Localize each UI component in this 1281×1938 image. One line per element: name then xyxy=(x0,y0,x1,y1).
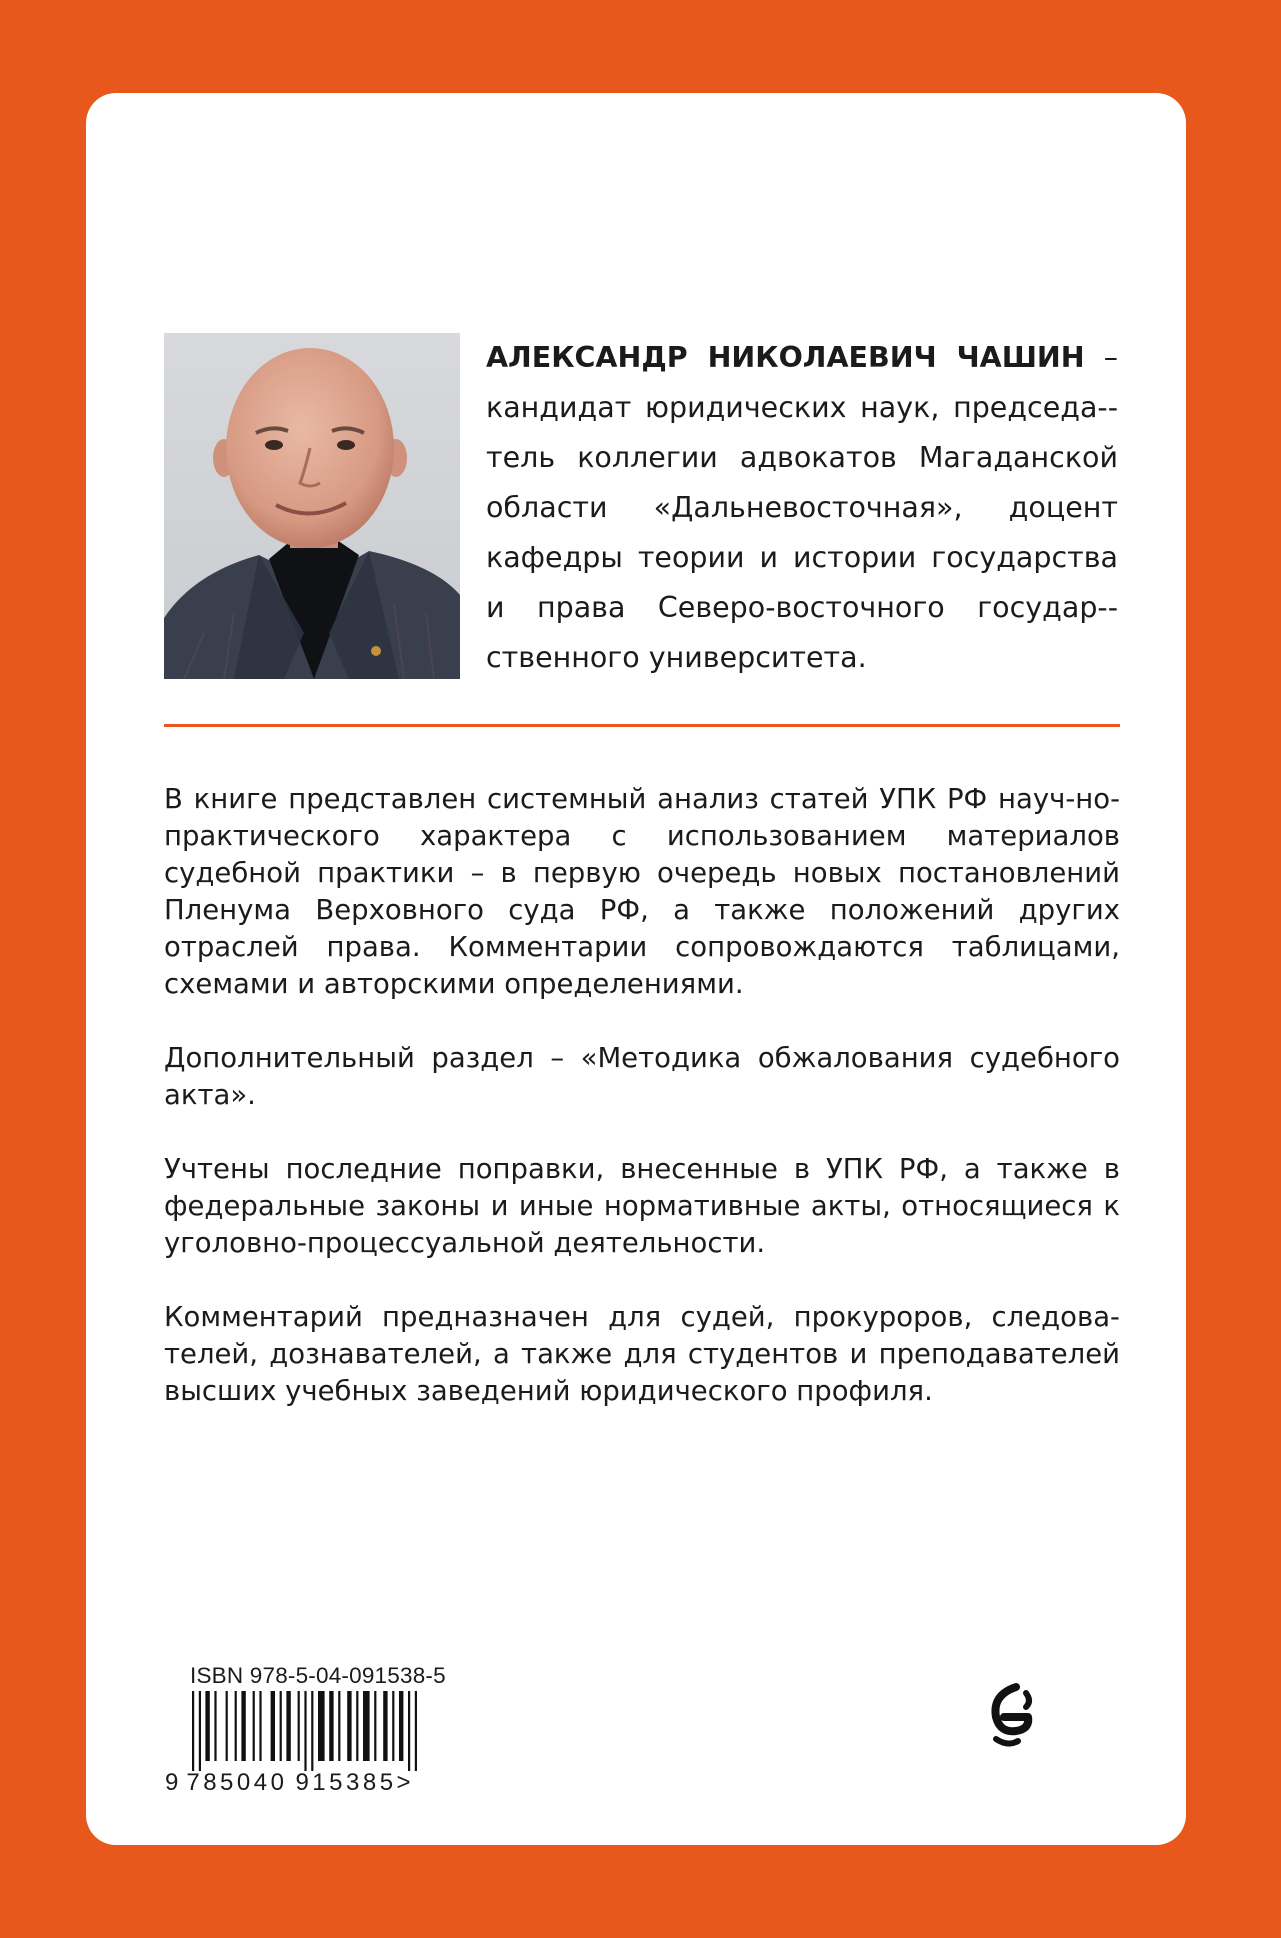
author-name: АЛЕКСАНДР НИКОЛАЕВИЧ ЧАШИН xyxy=(486,341,1085,374)
barcode-digits-group1: 785040 xyxy=(186,1769,288,1796)
barcode-bar xyxy=(271,1691,275,1761)
barcode-bar xyxy=(286,1691,290,1761)
barcode-bar xyxy=(280,1691,282,1761)
book-description xyxy=(164,781,1120,1447)
barcode-bar xyxy=(298,1691,300,1761)
barcode-bar xyxy=(415,1691,417,1771)
description-paragraph: Учтены последние поправки, внесенные в УПК РФ, а также в федеральные законы и иные нормативные акты, относящиеся к уголовно-процессуальной деятельности. xyxy=(164,1153,1120,1259)
barcode-bar xyxy=(235,1691,237,1761)
description-paragraph: Дополнительный раздел – «Методика обжалования судебного акта». xyxy=(164,1042,1120,1111)
barcode-bar xyxy=(304,1691,306,1771)
barcode-bar xyxy=(192,1691,194,1771)
barcode-bar xyxy=(253,1691,255,1761)
barcode-bar xyxy=(226,1691,228,1761)
description-paragraph: В книге представлен системный анализ статей УПК РФ науч-но-практического характера с использованием материалов судебной практики – в первую очередь новых постановлений Пленума Верховного суда РФ, а также положений других отраслей права. Комментарии сопровождаются таблицами, схемами и авторскими определениями. xyxy=(164,783,1120,1000)
author-description: – кандидат юридических наук, председа-тель коллегии адвокатов Магаданской области «Дальневосточная», доцент кафедры теории и истории государства и права Северо-восточного государ-ственного университета. xyxy=(486,341,1118,674)
back-cover-card xyxy=(86,93,1186,1845)
author-bio xyxy=(486,333,1118,683)
barcode-bar xyxy=(259,1691,261,1761)
barcode-bar xyxy=(363,1691,370,1761)
isbn-barcode xyxy=(190,1691,466,1771)
publisher-logo-icon xyxy=(986,1681,1036,1751)
barcode-bar xyxy=(199,1691,201,1771)
barcode-bar xyxy=(374,1691,376,1761)
barcode-digit-tail: > xyxy=(396,1769,411,1796)
barcode-bar xyxy=(318,1691,325,1761)
description-paragraph: Комментарий предназначен для судей, прокуроров, следова-телей, дознавателей, а также для студентов и преподавателей высших учебных заведений юридического профиля. xyxy=(164,1301,1120,1407)
barcode-digit-lead: 9 xyxy=(165,1769,179,1796)
isbn-label: ISBN 978-5-04-091538-5 xyxy=(190,1663,446,1688)
barcode-digits xyxy=(165,1769,411,1797)
barcode-bar xyxy=(383,1691,387,1761)
barcode-bar xyxy=(392,1691,394,1761)
author-portrait xyxy=(164,333,460,679)
barcode-bar xyxy=(408,1691,410,1771)
section-divider xyxy=(164,724,1120,727)
barcode-bar xyxy=(338,1691,340,1761)
barcode-bar xyxy=(311,1691,313,1771)
barcode-bar xyxy=(329,1691,333,1761)
barcode-bar xyxy=(205,1691,209,1761)
author-portrait-drawing xyxy=(164,333,460,679)
barcode-bar xyxy=(214,1691,216,1761)
barcode-bar xyxy=(356,1691,358,1761)
barcode-digits-group2: 915385 xyxy=(295,1769,397,1796)
barcode-bar xyxy=(347,1691,351,1761)
barcode-bar xyxy=(241,1691,245,1761)
barcode-bar xyxy=(399,1691,403,1761)
